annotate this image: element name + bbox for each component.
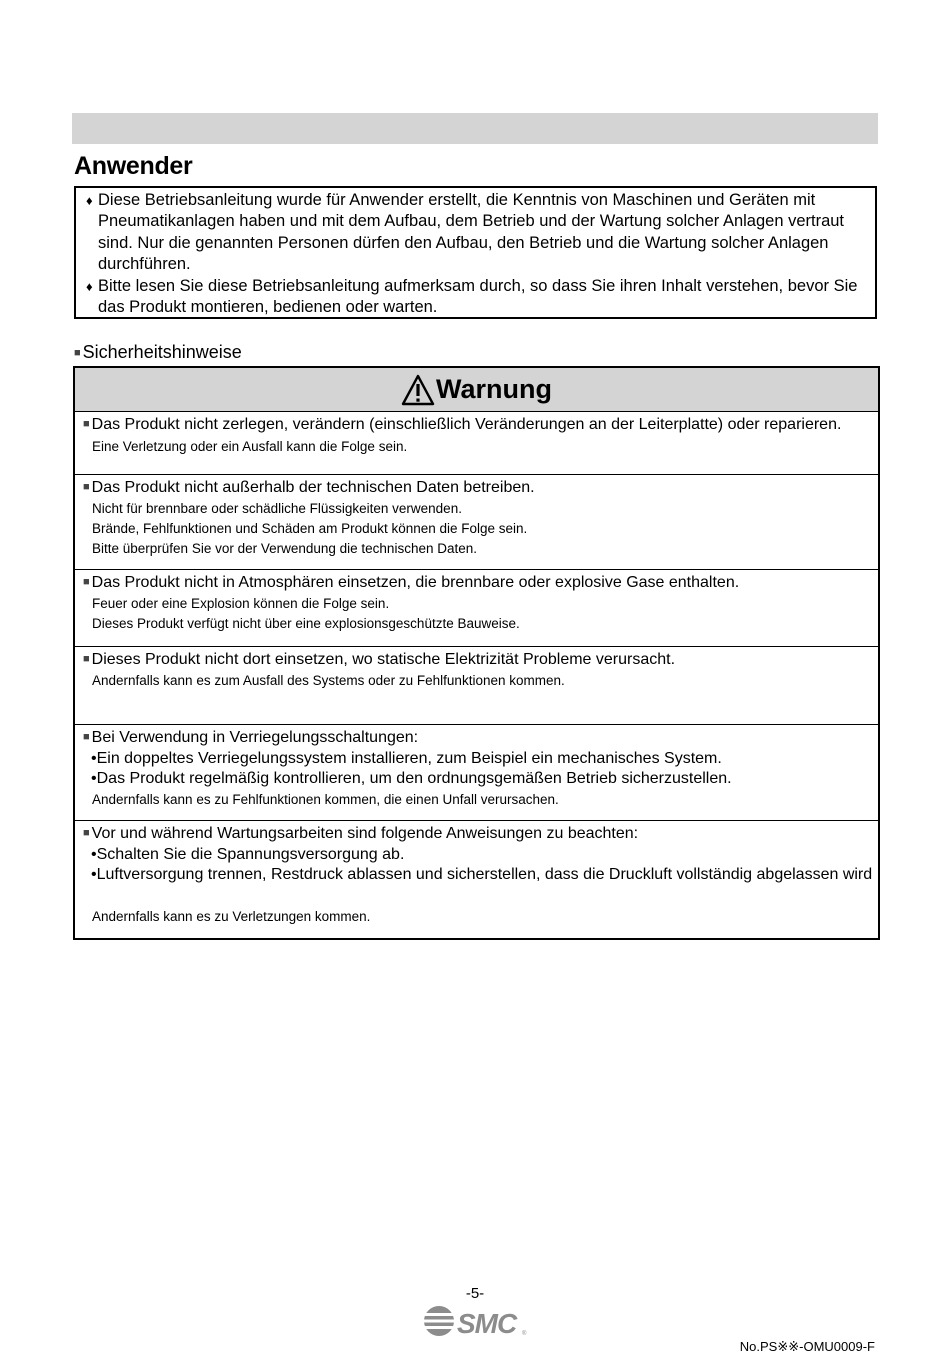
warning-item <box>75 821 878 938</box>
warning-item-note: Andernfalls kann es zum Ausfall des Systems oder zu Fehlfunktionen kommen. <box>92 673 565 688</box>
diamond-bullet-icon: ♦ <box>86 279 93 294</box>
dot-bullet-icon: • <box>91 770 97 787</box>
warning-item-note: Bitte überprüfen Sie vor der Verwendung die technischen Daten. <box>92 541 477 556</box>
warning-title: Warnung <box>436 374 552 404</box>
warning-item-heading: ■ Bei Verwendung in Verriegelungsschaltungen: <box>83 729 419 746</box>
warning-item <box>75 647 878 725</box>
dot-bullet-icon: • <box>91 846 97 863</box>
warning-item-note: Brände, Fehlfunktionen und Schäden am Produkt können die Folge sein. <box>92 521 528 536</box>
smc-logo <box>422 1304 530 1338</box>
page-number: -5- <box>465 1285 485 1302</box>
square-bullet-icon: ■ <box>83 418 90 430</box>
users-item <box>86 190 871 275</box>
warning-item-note: Dieses Produkt verfügt nicht über eine explosionsgeschützte Bauweise. <box>92 616 520 631</box>
warning-item-note: Nicht für brennbare oder schädliche Flüssigkeiten verwenden. <box>92 501 462 516</box>
warning-item-note: Eine Verletzung oder ein Ausfall kann die Folge sein. <box>92 439 408 454</box>
square-bullet-icon: ■ <box>83 731 90 743</box>
warning-item-heading: ■ Das Produkt nicht in Atmosphären einsetzen, die brennbare oder explosive Gase enthalten. <box>83 574 740 591</box>
header-bar <box>72 113 878 144</box>
section-title-text: Sicherheitshinweise <box>82 342 242 362</box>
dot-bullet-icon: • <box>91 866 97 883</box>
section-title <box>74 342 242 363</box>
warning-item-note: Andernfalls kann es zu Verletzungen kommen. <box>92 909 371 924</box>
document-number: No.PS※※-OMU0009-F <box>739 1339 875 1354</box>
warning-item-heading: ■ Vor und während Wartungsarbeiten sind folgende Anweisungen zu beachten: <box>83 825 639 842</box>
warning-item-bullet: •Luftversorgung trennen, Restdruck ablassen und sicherstellen, dass die Druckluft vollständig abgelassen wird <box>91 866 873 883</box>
square-bullet-icon: ■ <box>83 481 90 493</box>
warning-triangle-icon <box>401 374 435 406</box>
dot-bullet-icon: • <box>91 750 97 767</box>
smc-logo-mark-icon <box>424 1306 454 1336</box>
users-info-box <box>74 186 877 319</box>
warning-box <box>73 366 880 940</box>
square-bullet-icon: ■ <box>74 347 81 359</box>
warning-item-heading: ■ Dieses Produkt nicht dort einsetzen, wo statische Elektrizität Probleme verursacht. <box>83 651 676 668</box>
users-item-text: Diese Betriebsanleitung wurde für Anwender erstellt, die Kenntnis von Maschinen und Geräten mit Pneumatikanlagen haben und mit dem Aufbau, dem Betrieb und der Wartung solcher Anlagen vertraut sind. Nur die genannten Personen dürfen den Aufbau, den Betrieb und die Wartung solcher Anlagen durchführen. <box>98 191 845 273</box>
warning-item-bullet: •Das Produkt regelmäßig kontrollieren, um den ordnungsgemäßen Betrieb sicherzustellen. <box>91 770 732 787</box>
square-bullet-icon: ■ <box>83 827 90 839</box>
warning-header <box>75 368 878 412</box>
diamond-bullet-icon: ♦ <box>86 193 93 208</box>
warning-item-heading: ■ Das Produkt nicht zerlegen, verändern (einschließlich Veränderungen an der Leiterplatte) oder reparieren. <box>83 416 842 433</box>
warning-item-heading: ■ Das Produkt nicht außerhalb der technischen Daten betreiben. <box>83 479 535 496</box>
warning-item <box>75 570 878 647</box>
svg-text:SMC: SMC <box>457 1308 517 1338</box>
warning-item <box>75 412 878 475</box>
warning-item-note: Feuer oder eine Explosion können die Folge sein. <box>92 596 390 611</box>
warning-item <box>75 725 878 821</box>
warning-item-bullet: •Ein doppeltes Verriegelungssystem installieren, zum Beispiel ein mechanisches System. <box>91 750 722 767</box>
warning-item <box>75 475 878 570</box>
users-item-text: Bitte lesen Sie diese Betriebsanleitung aufmerksam durch, so dass Sie ihren Inhalt verstehen, bevor Sie das Produkt montieren, bedienen oder warten. <box>98 277 858 317</box>
square-bullet-icon: ■ <box>83 576 90 588</box>
users-item <box>86 276 871 319</box>
warning-item-bullet: •Schalten Sie die Spannungsversorgung ab. <box>91 846 405 863</box>
warning-item-note: Andernfalls kann es zu Fehlfunktionen kommen, die einen Unfall verursachen. <box>92 792 559 807</box>
svg-text:®: ® <box>522 1331 527 1337</box>
square-bullet-icon: ■ <box>83 653 90 665</box>
page-title: Anwender <box>74 152 193 180</box>
